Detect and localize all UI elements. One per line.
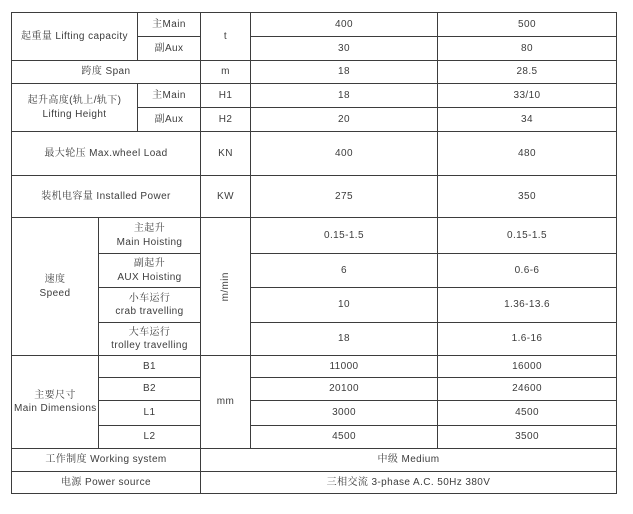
installed-power-unit: KW [201, 176, 251, 218]
lifting-capacity-aux-value-model2: 80 [438, 37, 617, 61]
speed-label-en: Speed [39, 287, 71, 299]
speed-aux-hoisting-value-model1: 6 [251, 254, 438, 288]
lifting-capacity-main-value-model1: 400 [251, 13, 438, 37]
installed-power-label: 装机电容量 Installed Power [12, 176, 201, 218]
speed-crab-travelling-value-model1: 10 [251, 288, 438, 323]
lifting-height-unit-h2: H2 [201, 108, 251, 132]
max-wheel-load-unit: KN [201, 132, 251, 176]
lifting-height-unit-h1: H1 [201, 84, 251, 108]
max-wheel-load-label: 最大轮压 Max.wheel Load [12, 132, 201, 176]
lifting-height-label-zh: 起升高度(轨上/轨下) [27, 95, 122, 106]
lifting-height-label-en: Lifting Height [42, 108, 107, 120]
span-value-model2: 28.5 [438, 61, 617, 84]
working-system-value: 中级 Medium [201, 449, 617, 472]
dimension-l1-label: L1 [99, 401, 201, 426]
span-label: 跨度 Span [12, 61, 201, 84]
main-dimensions-unit: mm [201, 356, 251, 449]
dimension-l2-value-model1: 4500 [251, 426, 438, 449]
speed-sub-main-hoisting: 主起升 Main Hoisting [99, 218, 201, 254]
dimension-b2-value-model2: 24600 [438, 378, 617, 401]
main-dimensions-label [12, 356, 99, 449]
lifting-height-main-value-model1: 18 [251, 84, 438, 108]
speed-sub-trolley-travelling: 大车运行 trolley travelling [99, 323, 201, 356]
speed-label [12, 218, 99, 356]
installed-power-value-model1: 275 [251, 176, 438, 218]
speed-trolley-travelling-value-model2: 1.6-16 [438, 323, 617, 356]
span-value-model1: 18 [251, 61, 438, 84]
installed-power-value-model2: 350 [438, 176, 617, 218]
lifting-capacity-sub-aux: 副Aux [138, 37, 201, 61]
dimension-b1-value-model2: 16000 [438, 356, 617, 378]
dimension-l2-value-model2: 3500 [438, 426, 617, 449]
lifting-height-label [12, 84, 138, 132]
speed-crab-travelling-value-model2: 1.36-13.6 [438, 288, 617, 323]
main-dimensions-label-en: Main Dimensions [14, 403, 97, 414]
span-unit: m [201, 61, 251, 84]
speed-main-hoisting-value-model2: 0.15-1.5 [438, 218, 617, 254]
dimension-b2-value-model1: 20100 [251, 378, 438, 401]
lifting-height-aux-value-model2: 34 [438, 108, 617, 132]
max-wheel-load-value-model1: 400 [251, 132, 438, 176]
speed-label-zh: 速度 [44, 274, 66, 285]
lifting-capacity-unit: t [201, 13, 251, 61]
working-system-label: 工作制度 Working system [12, 449, 201, 472]
dimension-b1-label: B1 [99, 356, 201, 378]
speed-aux-hoisting-value-model2: 0.6-6 [438, 254, 617, 288]
lifting-height-aux-value-model1: 20 [251, 108, 438, 132]
lifting-height-sub-aux: 副Aux [138, 108, 201, 132]
crane-specification-table [11, 12, 617, 494]
dimension-b2-label: B2 [99, 378, 201, 401]
speed-main-hoisting-value-model1: 0.15-1.5 [251, 218, 438, 254]
speed-trolley-travelling-value-model1: 18 [251, 323, 438, 356]
main-dimensions-label-zh: 主要尺寸 [34, 389, 76, 401]
power-source-value: 三相交流 3-phase A.C. 50Hz 380V [201, 472, 617, 494]
max-wheel-load-value-model2: 480 [438, 132, 617, 176]
lifting-capacity-label: 起重量 Lifting capacity [12, 13, 138, 61]
speed-sub-crab-travelling: 小车运行 crab travelling [99, 288, 201, 323]
dimension-l2-label: L2 [99, 426, 201, 449]
lifting-capacity-sub-main: 主Main [138, 13, 201, 37]
lifting-capacity-main-value-model2: 500 [438, 13, 617, 37]
dimension-b1-value-model1: 11000 [251, 356, 438, 378]
lifting-height-main-value-model2: 33/10 [438, 84, 617, 108]
power-source-label: 电源 Power source [12, 472, 201, 494]
lifting-height-sub-main: 主Main [138, 84, 201, 108]
speed-sub-aux-hoisting: 副起升 AUX Hoisting [99, 254, 201, 288]
speed-unit [201, 218, 251, 356]
dimension-l1-value-model1: 3000 [251, 401, 438, 426]
dimension-l1-value-model2: 4500 [438, 401, 617, 426]
speed-unit-vertical-text: m/min [219, 271, 231, 302]
lifting-capacity-aux-value-model1: 30 [251, 37, 438, 61]
